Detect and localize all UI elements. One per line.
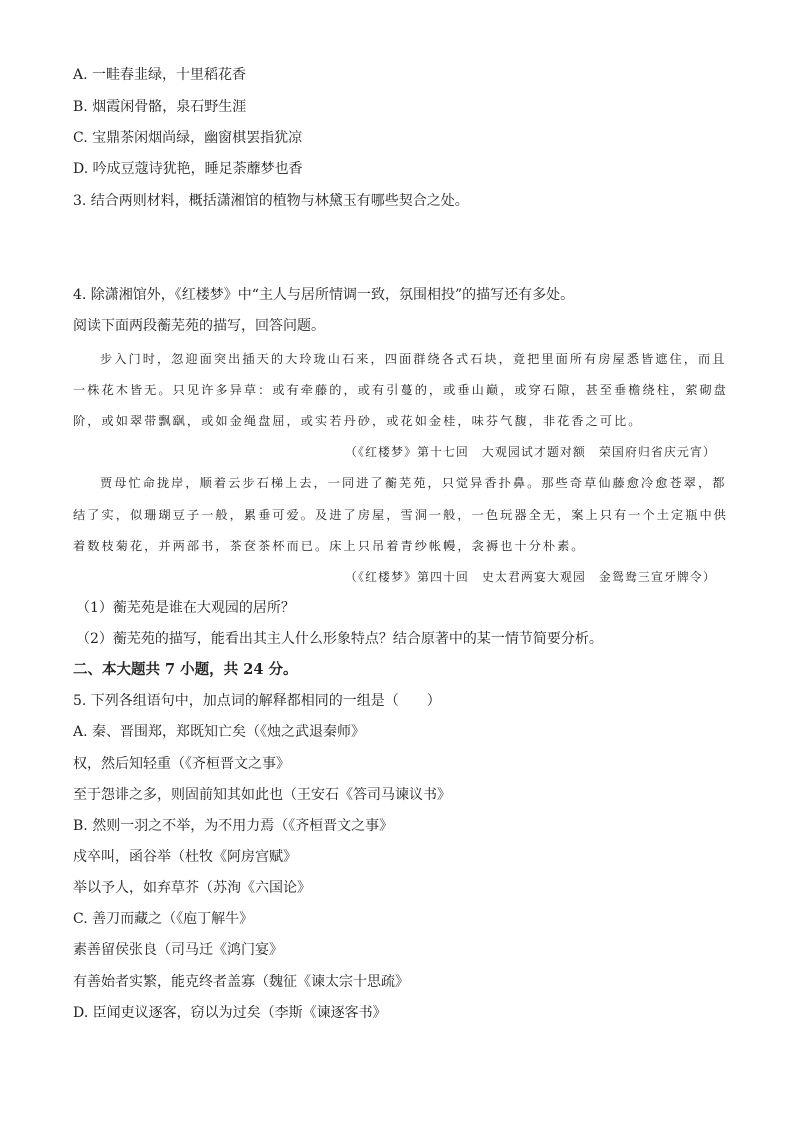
question-5-line: A. 秦、晋围郑，郑既知亡矣（《烛之武退秦师》 — [73, 724, 366, 740]
question-5-line: 权，然后知轻重（《齐桓晋文之事》 — [73, 756, 290, 772]
option-d: D. 吟成豆蔻诗犹艳，睡足荼蘼梦也香 — [73, 161, 303, 177]
option-c: C. 宝鼎茶闲烟尚绿，幽窗棋罢指犹凉 — [73, 130, 303, 146]
option-a: A. 一畦春韭绿，十里稻花香 — [73, 67, 247, 83]
passage-2-source: （《红楼梦》第四十回 史太君两宴大观园 金鸳鸯三宣牙牌令） — [344, 570, 716, 584]
question-5-line: D. 臣闻吏议逐客，窃以为过矣（李斯《谏逐客书》 — [73, 1005, 387, 1021]
question-4-sub-1: （1）蘅芜苑是谁在大观园的居所？ — [76, 600, 295, 616]
passage-1-line: 步入门时，忽迎面突出插天的大玲珑山石来，四面群绕各式石块，竟把里面所有房屋悉皆遮住，而且 — [100, 352, 727, 366]
question-5-line: 至于怨诽之多，则固前知其如此也（王安石《答司马谏议书》 — [73, 787, 451, 803]
question-4-intro: 4. 除潇湘馆外，《红楼梦》中“主人与居所情调一致，氛围相投”的描写还有多处。 — [73, 287, 575, 303]
question-5-stem: 5. 下列各组语句中，加点词的解释都相同的一组是（ ） — [73, 693, 441, 709]
question-4-prompt: 阅读下面两段蘅芜苑的描写，回答问题。 — [73, 318, 325, 334]
question-5-line: C. 善刀而藏之（《庖丁解牛》 — [73, 911, 254, 927]
passage-1-line: 阶，或如翠带飘飖，或如金绳盘屈，或实若丹砂，或花如金桂，味芬气馥，非花香之可比。 — [73, 414, 643, 428]
question-3: 3. 结合两则材料，概括潇湘馆的植物与林黛玉有哪些契合之处。 — [73, 193, 469, 209]
option-b: B. 烟霞闲骨骼，泉石野生涯 — [73, 99, 247, 115]
question-5-line: 举以予人，如弃草芥（苏洵《六国论》 — [73, 880, 311, 896]
passage-2-line: 着数枝菊花，并两部书，茶奁茶杯而已。床上只吊着青纱帐幔，衾褥也十分朴素。 — [73, 539, 586, 553]
passage-1-line: 一株花木皆无。只见许多异草：或有牵藤的，或有引蔓的，或垂山巅，或穿石隙，甚至垂檐绕柱，萦砌盘 — [73, 383, 728, 397]
section-title: 二、本大题共 7 小题，共 24 分。 — [73, 661, 298, 678]
question-5-line: 有善始者实繁，能克终者盖寡（魏征《谏太宗十思疏》 — [73, 974, 409, 990]
passage-2-line: 贾母忙命拢岸，顺着云步石梯上去，一同进了蘅芜苑，只觉异香扑鼻。那些奇草仙藤愈冷愈苍翠，都 — [100, 476, 727, 490]
question-4-sub-2: （2）蘅芜苑的描写，能看出其主人什么形象特点？结合原著中的某一情节简要分析。 — [76, 631, 603, 647]
question-5-line: 素善留侯张良（司马迁《鸿门宴》 — [73, 942, 283, 958]
passage-1-source: （《红楼梦》第十七回 大观园试才题对额 荣国府归省庆元宵） — [344, 445, 716, 459]
passage-2-line: 结了实，似珊瑚豆子一般，累垂可爱。及进了房屋，雪洞一般，一色玩器全无，案上只有一个土定瓶中供 — [73, 508, 728, 522]
question-5-line: B. 然则一羽之不举，为不用力焉（《齐桓晋文之事》 — [73, 818, 394, 834]
question-5-line: 戍卒叫，函谷举（杜牧《阿房宫赋》 — [73, 849, 297, 865]
